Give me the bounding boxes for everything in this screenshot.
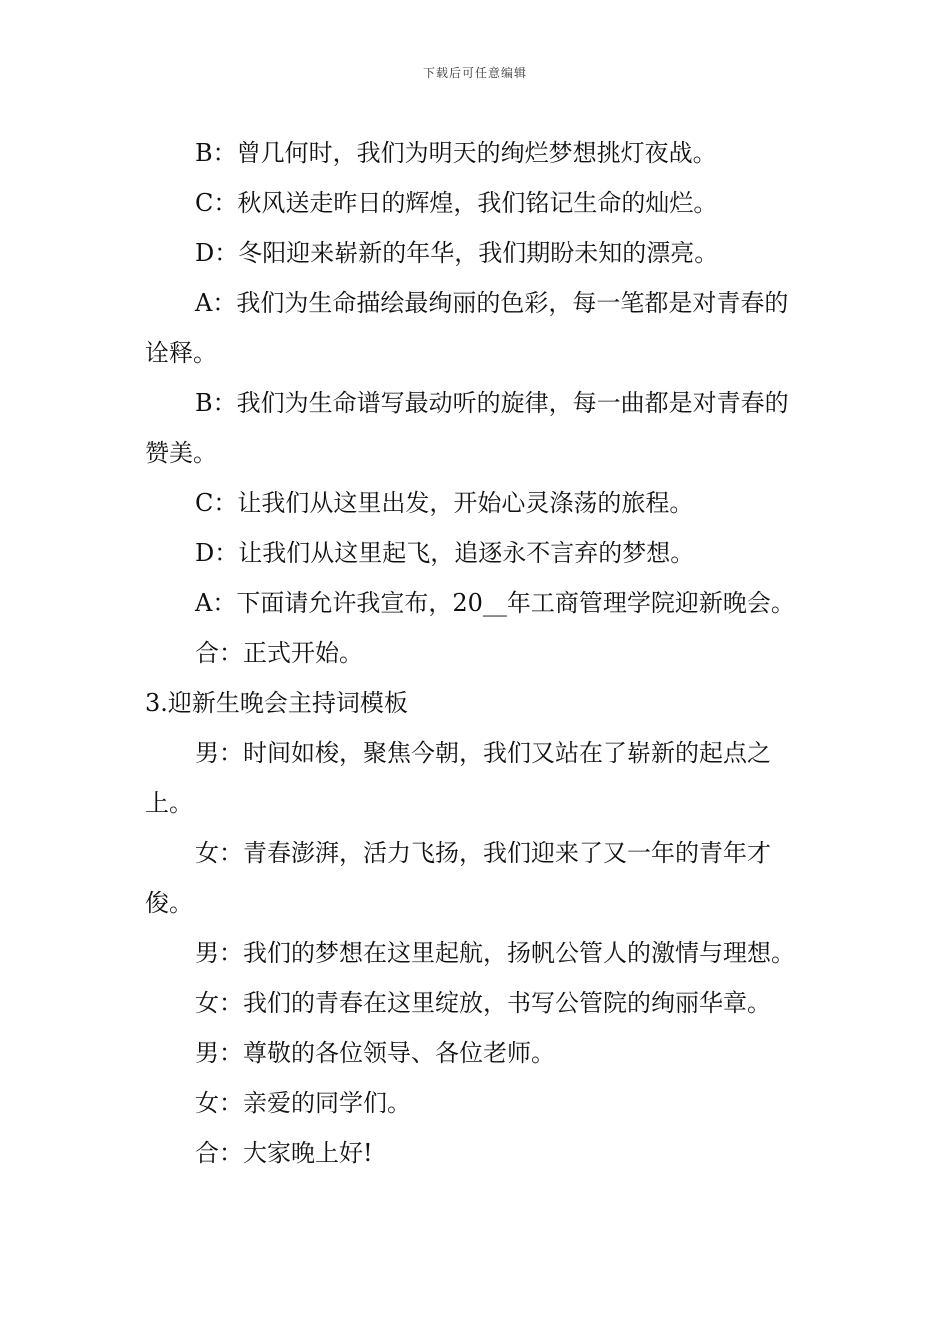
paragraph-7: D：让我们从这里起飞，追逐永不言弃的梦想。 <box>195 539 695 567</box>
paragraph-12: 男：我们的梦想在这里起航，扬帆公管人的激情与理想。 <box>195 939 795 967</box>
paragraph-10: 男：时间如梭，聚焦今朝，我们又站在了崭新的起点之上。 <box>145 739 771 817</box>
paragraph-14: 男：尊敬的各位领导、各位老师。 <box>195 1039 555 1067</box>
paragraph-1: B：曾几何时，我们为明天的绚烂梦想挑灯夜战。 <box>195 139 717 167</box>
paragraph-11: 女：青春澎湃，活力飞扬，我们迎来了又一年的青年才俊。 <box>145 839 771 917</box>
paragraph-13: 女：我们的青春在这里绽放，书写公管院的绚丽华章。 <box>195 989 771 1017</box>
paragraph-5: B：我们为生命谱写最动听的旋律，每一曲都是对青春的赞美。 <box>145 389 789 467</box>
paragraph-8: A：下面请允许我宣布，20__年工商管理学院迎新晚会。 <box>195 589 795 617</box>
paragraph-16: 合：大家晚上好! <box>195 1139 373 1167</box>
paragraph-2: C：秋风送走昨日的辉煌，我们铭记生命的灿烂。 <box>195 189 718 217</box>
document-body <box>145 128 810 1178</box>
paragraph-9: 合：正式开始。 <box>195 639 363 667</box>
section-heading: 3.迎新生晚会主持词模板 <box>145 689 408 717</box>
paragraph-4: A：我们为生命描绘最绚丽的色彩，每一笔都是对青春的诠释。 <box>145 289 789 367</box>
page-header: 下载后可任意编辑 <box>422 66 527 80</box>
paragraph-15: 女：亲爱的同学们。 <box>195 1089 411 1117</box>
paragraph-3: D：冬阳迎来崭新的年华，我们期盼未知的漂亮。 <box>195 239 719 267</box>
paragraph-6: C：让我们从这里出发，开始心灵涤荡的旅程。 <box>195 489 694 517</box>
